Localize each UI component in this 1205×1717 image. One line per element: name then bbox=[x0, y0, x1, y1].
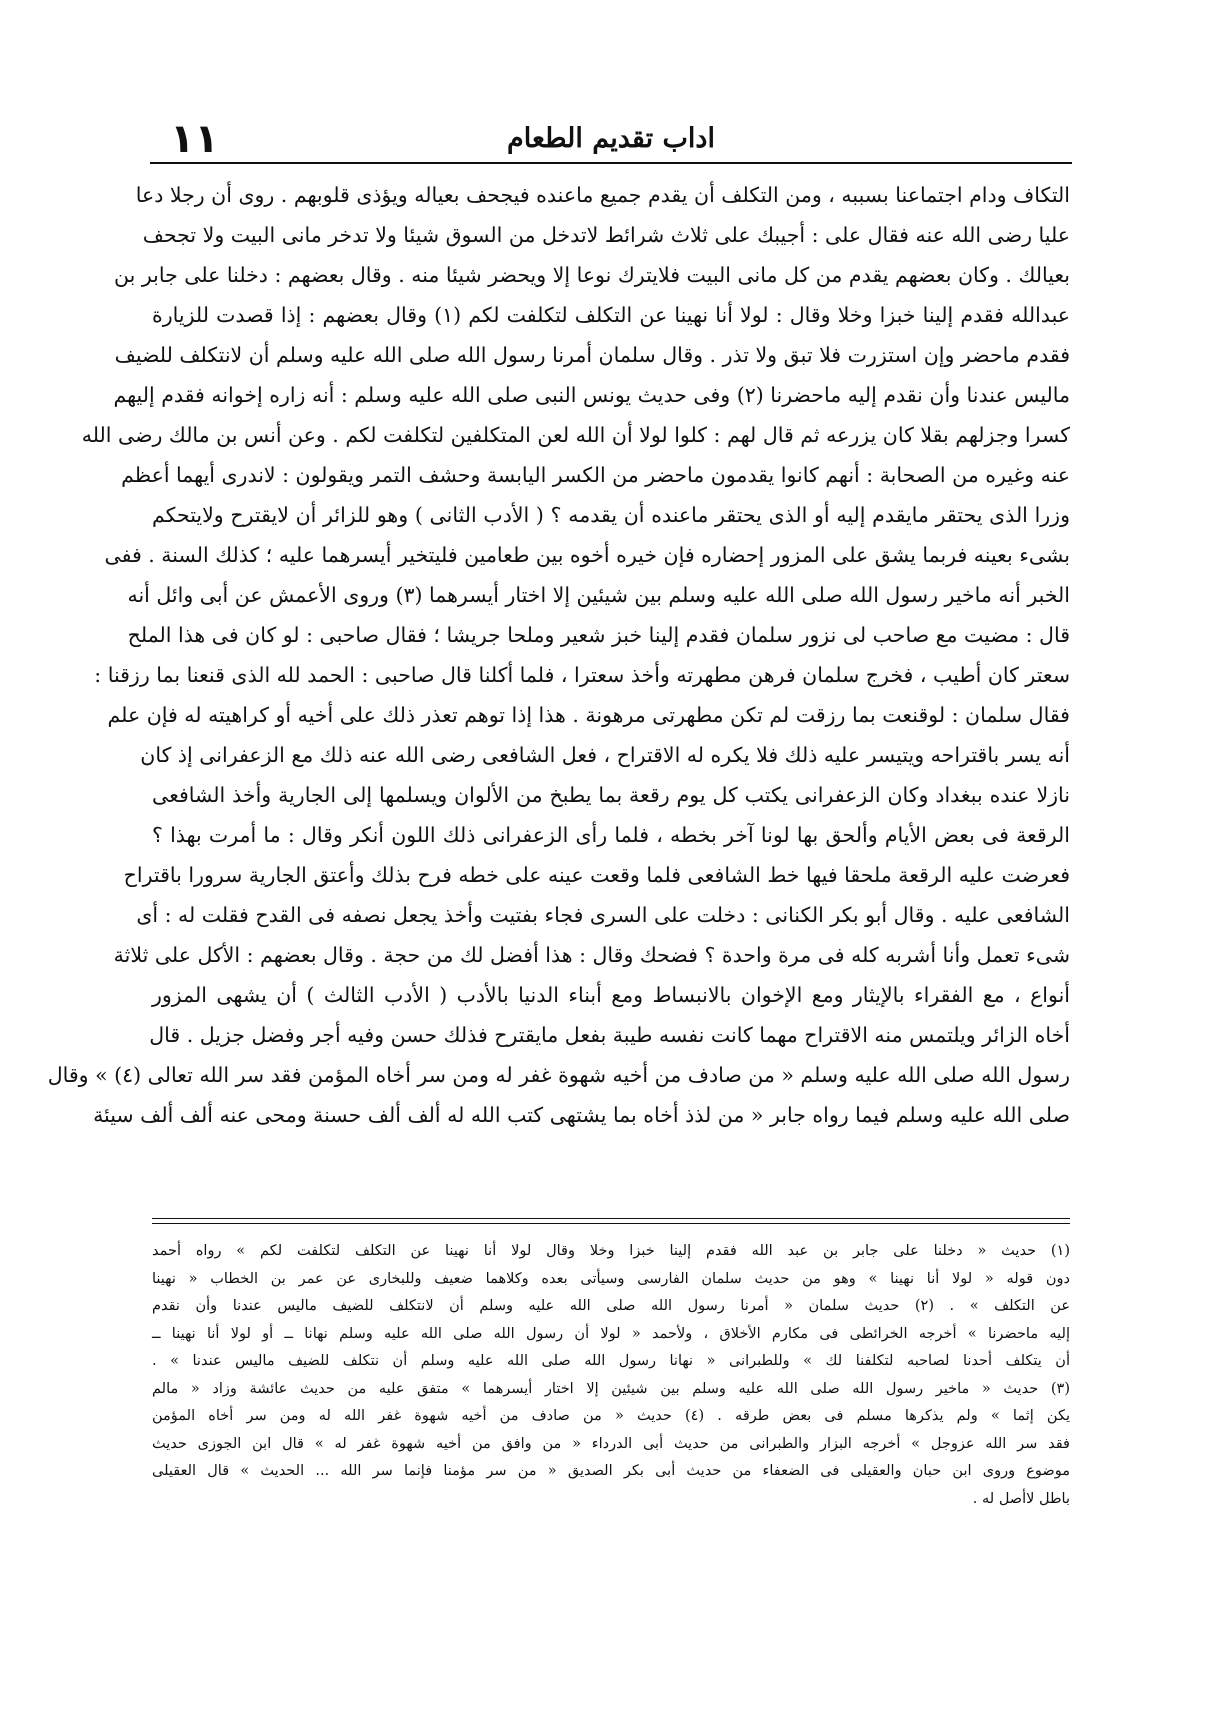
text-line: نازلا عنده ببغداد وكان الزعفرانى يكتب كل يوم رقعة بما يطبخ من الألوان ويسلمها إلى الجارية وأخذ الشافعى bbox=[152, 783, 1070, 807]
text-line: رسول الله صلى الله عليه وسلم « من صادف من أخيه شهوة غفر له ومن سر أخاه المؤمن فقد سر الله تعالى (٤) » وقال bbox=[47, 1063, 1070, 1087]
text-line: عبدالله فقدم إلينا خبزا وخلا وقال : لولا أنا نهينا عن التكلف لتكلفت لكم (١) وقال بعضهم : إذا قصدت للزيارة bbox=[152, 303, 1070, 327]
footnote-line: إليه ماحضرنا » أخرجه الخرائطى فى مكارم الأخلاق ، ولأحمد « لولا أن رسول الله صلى الله عليه وسلم نهانا ــ أو لولا أنا نهينا ــ bbox=[152, 1325, 1070, 1342]
text-line: شىء تعمل وأنا أشربه كله فى مرة واحدة ؟ فضحك وقال : هذا أفضل لك من حجة . وقال بعضهم : الأكل على ثلاثة bbox=[113, 943, 1070, 967]
text-line: بعيالك . وكان بعضهم يقدم من كل مانى البيت فلايترك نوعا إلا ويحضر شيئا منه . وقال بعضهم : دخلنا على جابر بن bbox=[114, 263, 1070, 287]
footnote-divider bbox=[152, 1218, 1070, 1219]
footnote-line: موضوع وروى ابن حبان والعقيلى فى الضعفاء من حديث أبى بكر الصديق « من سر مؤمنا فإنما سر الله ... الحديث » قال العقيلى bbox=[152, 1463, 1070, 1479]
text-line: بشىء بعينه فربما يشق على المزور إحضاره فإن خيره أخوه بين طعامين فليتخير أيسرهما عليه ؛ كذلك السنة . ففى bbox=[104, 543, 1070, 567]
text-line: عنه وغيره من الصحابة : أنهم كانوا يقدمون ماحضر من الكسر اليابسة وحشف التمر ويقولون : لاندرى أيهما أعظم bbox=[121, 463, 1070, 487]
footnote-line: (١) حديث « دخلنا على جابر بن عبد الله فقدم إلينا خبزا وخلا وقال لولا أنا نهينا عن التكلف لتكلفت لكم » رواه أحمد bbox=[152, 1243, 1070, 1259]
footnote-line: دون قوله « لولا أنا نهينا » وهو من حديث سلمان الفارسى وسيأتى بعده وكلاهما ضعيف وللبخارى عن عمر بن الخطاب « نهينا bbox=[152, 1270, 1070, 1287]
text-line: الخبر أنه ماخير رسول الله صلى الله عليه وسلم بين شيئين إلا اختار أيسرهما (٣) وروى الأعمش عن أبى وائل أنه bbox=[127, 583, 1070, 607]
text-line: فقدم ماحضر وإن استزرت فلا تبق ولا تذر . وقال سلمان أمرنا رسول الله صلى الله عليه وسلم أن لانتكلف للضيف bbox=[114, 343, 1070, 367]
text-line: عليا رضى الله عنه فقال على : أجيبك على ثلاث شرائط لاتدخل من السوق شيئا ولا تدخر مانى البيت ولا تجحف bbox=[142, 223, 1070, 247]
text-line: أنواع ، مع الفقراء بالإيثار ومع الإخوان بالانبساط ومع أبناء الدنيا بالأدب ( الأدب الثالث ) أن يشهى المزور bbox=[152, 983, 1070, 1007]
text-line: قال : مضيت مع صاحب لى نزور سلمان فقدم إلينا خبز شعير وملحا جريشا ؛ فقال صاحبى : لو كان فى هذا الملح bbox=[127, 623, 1070, 647]
footnote-line: (٣) حديث « ماخير رسول الله صلى الله عليه وسلم بين شيئين إلا اختار أيسرهما » متفق عليه من حديث عائشة وزاد « مالم bbox=[152, 1380, 1070, 1397]
text-line: سعتر كان أطيب ، فخرج سلمان فرهن مطهرته وأخذ سعترا ، فلما أكلنا قال صاحبى : الحمد لله الذى قنعنا بما رزقنا : bbox=[94, 663, 1070, 687]
text-line: الشافعى عليه . وقال أبو بكر الكنانى : دخلت على السرى فجاء بفتيت وأخذ يجعل نصفه فى القدح فقلت له : أى bbox=[136, 903, 1070, 927]
text-line: التكاف ودام اجتماعنا بسببه ، ومن التكلف أن يقدم جميع ماعنده فيجحف بعياله ويؤذى قلوبهم . روى أن رجلا دعا bbox=[135, 183, 1070, 207]
footnote-line: فقد سر الله عزوجل » أخرجه البزار والطبرانى من حديث أبى الدرداء « من وافق من أخيه شهوة غفر له » قال ابن الجوزى حديث bbox=[152, 1435, 1070, 1452]
footnote-line: باطل لاأصل له . bbox=[972, 1490, 1070, 1507]
text-line: فقال سلمان : لوقنعت بما رزقت لم تكن مطهرتى مرهونة . هذا إذا توهم تعذر ذلك على أخيه أو كراهيته له فإن علم bbox=[107, 703, 1070, 727]
main-text bbox=[47, 175, 1070, 1205]
text-line: أخاه الزائر ويلتمس منه الاقتراح مهما كانت نفسه طيبة بفعل مايقترح فذلك حسن وفيه أجر وفضل جزيل . قال bbox=[149, 1023, 1070, 1047]
text-line: صلى الله عليه وسلم فيما رواه جابر « من لذذ أخاه بما يشتهى كتب الله له ألف ألف حسنة ومحى عنه ألف ألف سيئة bbox=[93, 1103, 1070, 1127]
text-line: وزرا الذى يحتقر مايقدم إليه أو الذى يحتقر ماعنده أن يقدمه ؟ ( الأدب الثانى ) وهو للزائر أن لايقترح ولايتحكم bbox=[152, 503, 1070, 527]
text-line: أنه يسر باقتراحه ويتيسر عليه ذلك فلا يكره له الاقتراح ، فعل الشافعى رضى الله عنه ذلك مع الزعفرانى إذ كان bbox=[140, 743, 1070, 767]
page-header bbox=[150, 116, 1072, 164]
page-number: ١١ bbox=[170, 116, 219, 162]
footnotes bbox=[152, 1238, 1070, 1568]
footnote-divider bbox=[152, 1223, 1070, 1224]
footnote-line: أن يتكلف أحدنا لصاحبه لتكلفنا لك » وللطبرانى « نهانا رسول الله صلى الله عليه وسلم أن نتكلف للضيف ماليس عندنا » . bbox=[152, 1353, 1070, 1369]
text-line: ماليس عندنا وأن نقدم إليه ماحضرنا (٢) وفى حديث يونس النبى صلى الله عليه وسلم : أنه زاره إخوانه فقدم إليهم bbox=[113, 383, 1070, 407]
footnote-line: عن التكلف » . (٢) حديث سلمان « أمرنا رسول الله صلى الله عليه وسلم أن لانتكلف للضيف ماليس عندنا وأن نقدم bbox=[152, 1298, 1070, 1314]
running-title: اداب تقديم الطعام bbox=[507, 123, 715, 154]
text-line: الرقعة فى بعض الأيام وألحق بها لونا آخر بخطه ، فلما رأى الزعفرانى ذلك اللون أنكر وقال : ما أمرت بهذا ؟ bbox=[152, 823, 1070, 847]
text-line: فعرضت عليه الرقعة ملحقا فيها خط الشافعى فلما وقعت عينه على خطه فرح بذلك وأعتق الجارية سرورا باقتراح bbox=[123, 863, 1070, 887]
footnote-line: يكن إثما » ولم يذكرها مسلم فى بعض طرقه . (٤) حديث « من صادف من أخيه شهوة غفر الله له ومن سر أخاه المؤمن bbox=[152, 1408, 1071, 1424]
text-line: كسرا وجزلهم بقلا كان يزرعه ثم قال لهم : كلوا لولا أن الله لعن المتكلفين لتكلفت لكم . وعن أنس بن مالك رضى الله bbox=[81, 423, 1070, 447]
